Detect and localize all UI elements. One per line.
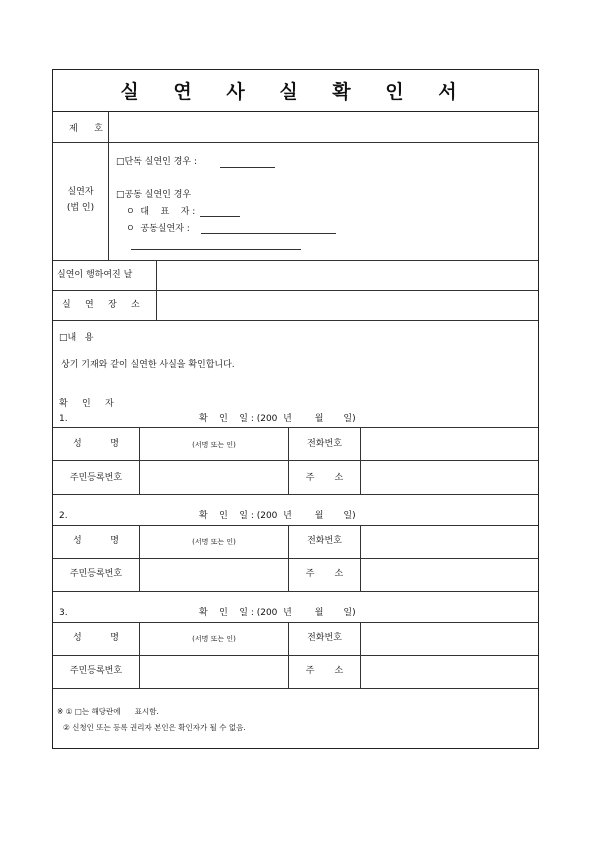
phone-field[interactable] bbox=[361, 428, 538, 460]
confirmation-statement: 상기 기재와 같이 실연한 사실을 확인합니다. bbox=[61, 360, 235, 370]
document-number-label: 제 호 bbox=[69, 124, 104, 134]
divider bbox=[53, 688, 538, 689]
address-field[interactable] bbox=[361, 656, 538, 688]
confirmer-number: 3. bbox=[59, 608, 68, 618]
confirmer-heading: 확 인 자 bbox=[59, 399, 114, 409]
content-heading: □내 용 bbox=[59, 333, 94, 343]
address-field[interactable] bbox=[361, 461, 538, 494]
phone-label: 전화번호 bbox=[307, 439, 342, 449]
note-1: ※ ① □는 해당란에 표시함. bbox=[57, 707, 159, 716]
divider bbox=[53, 142, 538, 143]
divider bbox=[53, 591, 538, 592]
performer-label: 실연자 bbox=[67, 187, 94, 197]
phone-field[interactable] bbox=[361, 623, 538, 655]
single-performer-option[interactable]: □단독 실연인 경우 : bbox=[116, 157, 197, 167]
address-label: 주 소 bbox=[305, 473, 344, 483]
signature-hint[interactable]: (서명 또는 인) bbox=[192, 538, 236, 546]
signature-hint[interactable]: (서명 또는 인) bbox=[192, 635, 236, 643]
representative-label: ㅇ 대 표 자 : bbox=[126, 207, 196, 217]
joint-performer-option[interactable]: □공동 실연인 경우 bbox=[116, 190, 192, 200]
single-performer-field[interactable] bbox=[220, 167, 275, 168]
representative-field[interactable] bbox=[200, 216, 240, 217]
name-label: 성 명 bbox=[73, 633, 119, 643]
performance-date-field[interactable] bbox=[157, 261, 538, 289]
signature-hint[interactable]: (서명 또는 인) bbox=[192, 441, 236, 449]
form-title: 실 연 사 실 확 인 서 bbox=[120, 81, 471, 103]
confirmation-date-line: 확 인 일 : (200 년 월 일) bbox=[199, 414, 356, 424]
id-number-field[interactable] bbox=[140, 559, 288, 591]
performance-date-label: 실연이 행하여진 날 bbox=[57, 270, 133, 280]
id-number-field[interactable] bbox=[140, 656, 288, 688]
document-number-field[interactable] bbox=[109, 112, 538, 141]
phone-label: 전화번호 bbox=[307, 633, 342, 643]
id-number-field[interactable] bbox=[140, 461, 288, 494]
address-label: 주 소 bbox=[305, 569, 344, 579]
performer-label-corp: (법 인) bbox=[66, 203, 95, 213]
id-number-label: 주민등록번호 bbox=[69, 473, 123, 483]
certificate-form bbox=[52, 69, 539, 749]
phone-label: 전화번호 bbox=[307, 536, 342, 546]
confirmer-number: 2. bbox=[59, 511, 68, 521]
divider bbox=[53, 494, 538, 495]
address-label: 주 소 bbox=[305, 666, 344, 676]
phone-field[interactable] bbox=[361, 526, 538, 558]
joint-performer-label: ㅇ 공동실연자 : bbox=[126, 224, 190, 234]
confirmer-number: 1. bbox=[59, 414, 68, 424]
id-number-label: 주민등록번호 bbox=[69, 666, 123, 676]
performance-place-label: 실 연 장 소 bbox=[62, 300, 140, 310]
confirmation-date-line: 확 인 일 : (200 년 월 일) bbox=[199, 608, 356, 618]
address-field[interactable] bbox=[361, 559, 538, 591]
confirmation-date-line: 확 인 일 : (200 년 월 일) bbox=[199, 511, 356, 521]
joint-performer-field-2[interactable] bbox=[131, 249, 301, 250]
note-2: ② 신청인 또는 등록 권리자 본인은 확인자가 될 수 없음. bbox=[63, 723, 246, 732]
performance-place-field[interactable] bbox=[157, 291, 538, 319]
id-number-label: 주민등록번호 bbox=[69, 569, 123, 579]
name-label: 성 명 bbox=[73, 536, 119, 546]
name-label: 성 명 bbox=[73, 439, 119, 449]
divider bbox=[53, 320, 538, 321]
divider bbox=[108, 142, 109, 260]
joint-performer-field[interactable] bbox=[201, 233, 336, 234]
